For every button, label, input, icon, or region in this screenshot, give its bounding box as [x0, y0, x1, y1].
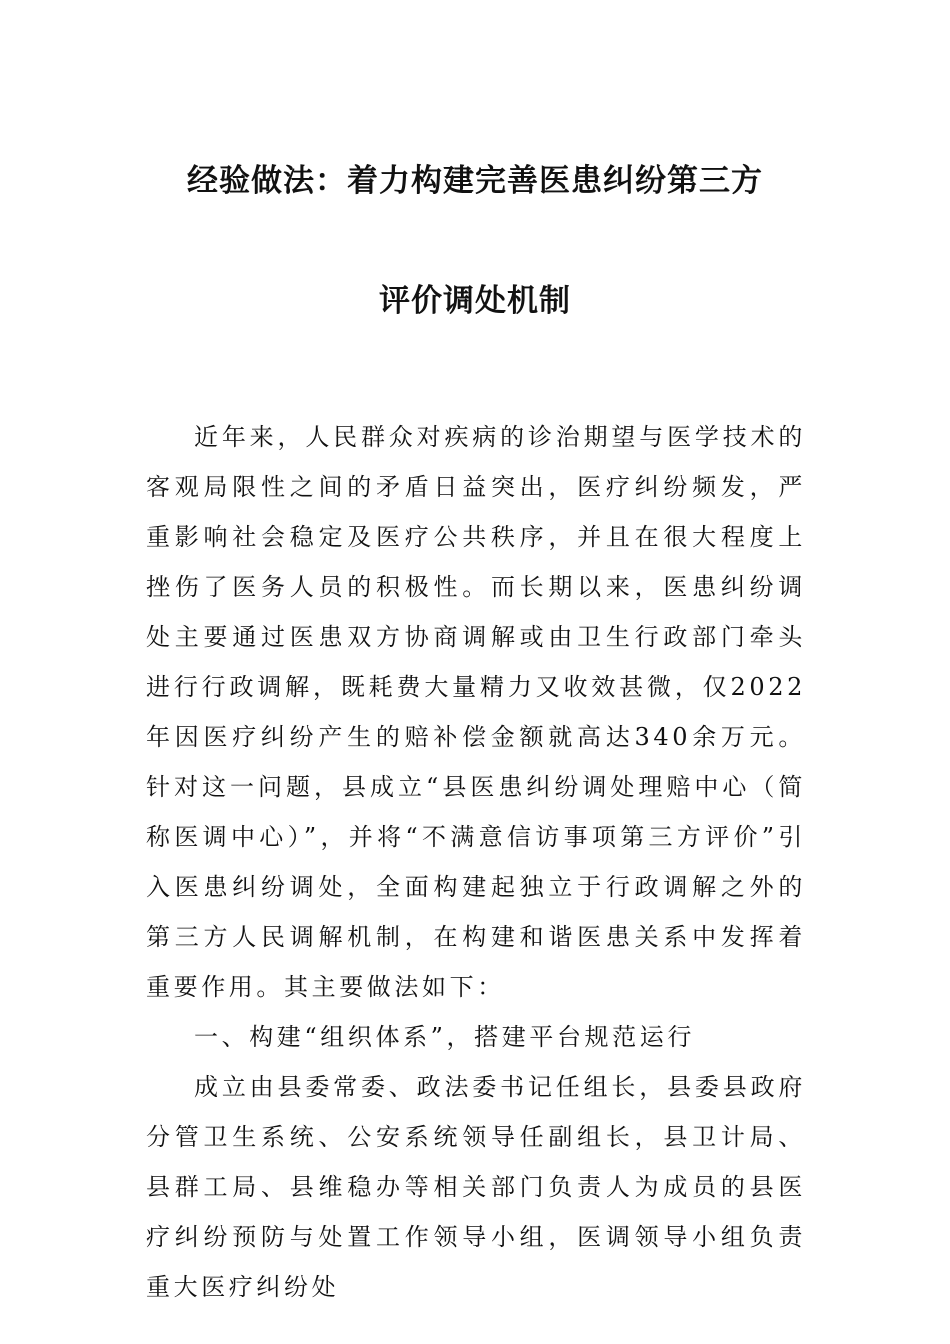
document-title-line-2: 评价调处机制	[379, 283, 571, 319]
document-body	[146, 412, 806, 1312]
section-heading-1: 一、构建“组织体系”，搭建平台规范运行	[194, 1023, 695, 1051]
paragraph-section-1: 成立由县委常委、政法委书记任组长，县委县政府分管卫生系统、公安系统领导任副组长，县卫计局、县群工局、县维稳办等相关部门负责人为成员的县医疗纠纷预防与处置工作领导小组，医调领导小组负责重大医疗纠纷处	[146, 1073, 806, 1301]
document-title-line-1: 经验做法：着力构建完善医患纠纷第三方	[187, 163, 763, 199]
paragraph-intro: 近年来，人民群众对疾病的诊治期望与医学技术的客观局限性之间的矛盾日益突出，医疗纠纷频发，严重影响社会稳定及医疗公共秩序，并且在很大程度上挫伤了医务人员的积极性。而长期以来，医患纠纷调处主要通过医患双方协商调解或由卫生行政部门牵头进行行政调解，既耗费大量精力又收效甚微，仅2022年因医疗纠纷产生的赔补偿金额就高达340余万元。针对这一问题，县成立“县医患纠纷调处理赔中心（简称医调中心）”，并将“不满意信访事项第三方评价”引入医患纠纷调处，全面构建起独立于行政调解之外的第三方人民调解机制，在构建和谐医患关系中发挥着重要作用。其主要做法如下：	[146, 423, 806, 1001]
